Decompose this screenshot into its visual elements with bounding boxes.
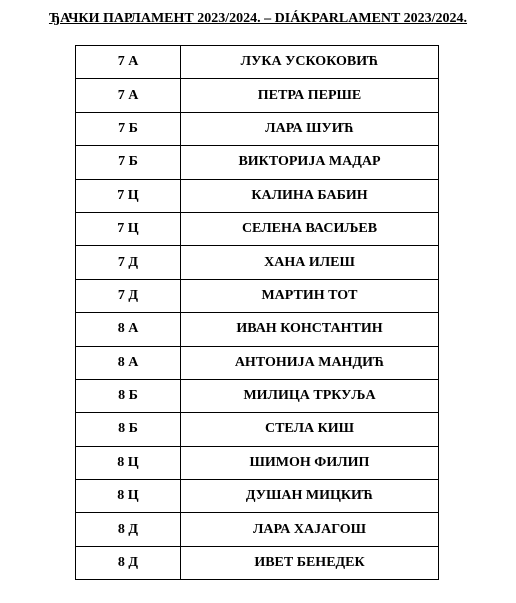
table-row	[76, 212, 439, 245]
class-cell: 8 Д	[76, 513, 181, 546]
student-name-cell: ШИМОН ФИЛИП	[181, 446, 439, 479]
class-cell: 8 Б	[76, 413, 181, 446]
class-cell: 7 Б	[76, 146, 181, 179]
document-title: ЂАЧКИ ПАРЛАМЕНТ 2023/2024. – DIÁKPARLAMENT 2023/2024.	[48, 11, 468, 26]
class-cell: 7 А	[76, 79, 181, 112]
student-name-cell: ВИКТОРИЈА МАДАР	[181, 146, 439, 179]
student-name-cell: КАЛИНА БАБИН	[181, 179, 439, 212]
table-row	[76, 112, 439, 145]
table-row	[76, 513, 439, 546]
student-name-cell: МИЛИЦА ТРКУЉА	[181, 379, 439, 412]
student-name-cell: ПЕТРА ПЕРШЕ	[181, 79, 439, 112]
class-cell: 8 А	[76, 346, 181, 379]
student-name-cell: ЛУКА УСКОКОВИЋ	[181, 46, 439, 79]
table-row	[76, 480, 439, 513]
class-cell: 8 Ц	[76, 480, 181, 513]
student-name-cell: ЛАРА ХАЈАГОШ	[181, 513, 439, 546]
parliament-table	[75, 45, 439, 580]
student-name-cell: ИВЕТ БЕНЕДЕК	[181, 546, 439, 579]
student-name-cell: ЛАРА ШУИЋ	[181, 112, 439, 145]
class-cell: 7 Д	[76, 246, 181, 279]
table-row	[76, 79, 439, 112]
table-row	[76, 413, 439, 446]
class-cell: 7 Б	[76, 112, 181, 145]
table-row	[76, 46, 439, 79]
class-cell: 8 А	[76, 313, 181, 346]
table-row	[76, 446, 439, 479]
student-name-cell: ХАНА ИЛЕШ	[181, 246, 439, 279]
student-name-cell: МАРТИН ТОТ	[181, 279, 439, 312]
student-name-cell: АНТОНИЈА МАНДИЋ	[181, 346, 439, 379]
table-row	[76, 146, 439, 179]
class-cell: 7 Ц	[76, 179, 181, 212]
table-row	[76, 246, 439, 279]
student-name-cell: ДУШАН МИЦКИЋ	[181, 480, 439, 513]
parliament-table-body	[76, 46, 439, 580]
table-row	[76, 379, 439, 412]
student-name-cell: ИВАН КОНСТАНТИН	[181, 313, 439, 346]
table-row	[76, 546, 439, 579]
class-cell: 8 Ц	[76, 446, 181, 479]
class-cell: 7 А	[76, 46, 181, 79]
class-cell: 7 Ц	[76, 212, 181, 245]
class-cell: 8 Б	[76, 379, 181, 412]
class-cell: 8 Д	[76, 546, 181, 579]
class-cell: 7 Д	[76, 279, 181, 312]
table-row	[76, 179, 439, 212]
student-name-cell: СТЕЛА КИШ	[181, 413, 439, 446]
student-name-cell: СЕЛЕНА ВАСИЉЕВ	[181, 212, 439, 245]
table-row	[76, 313, 439, 346]
table-row	[76, 279, 439, 312]
table-row	[76, 346, 439, 379]
